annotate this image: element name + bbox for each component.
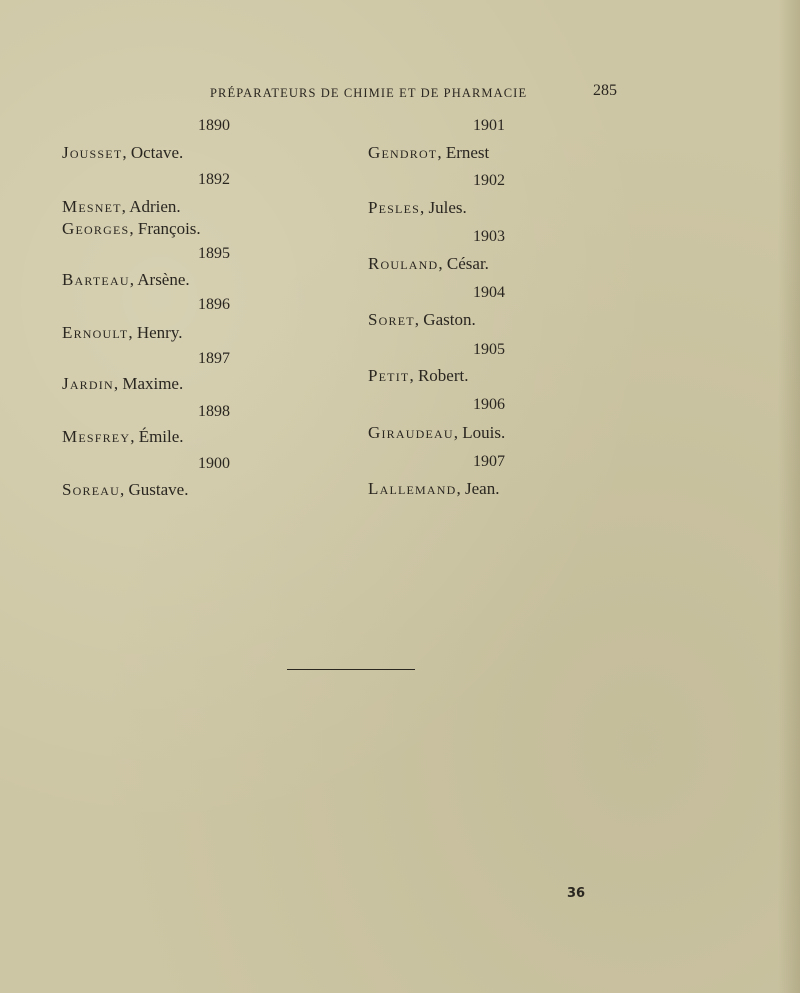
given-name: , Ernest [437, 143, 490, 162]
surname: Georges [62, 219, 130, 238]
name-entry [368, 423, 505, 443]
year-heading: 1897 [198, 350, 230, 367]
year-heading: 1904 [473, 284, 505, 301]
name-entry [368, 254, 489, 274]
name-entry [368, 479, 499, 499]
year-heading: 1898 [198, 403, 230, 420]
given-name: , Jules. [420, 198, 467, 217]
running-title: PRÉPARATEURS DE CHIMIE ET DE PHARMACIE [210, 86, 528, 100]
surname: Soreau [62, 480, 120, 499]
surname: Mesfrey [62, 427, 131, 446]
year-heading: 1900 [198, 455, 230, 472]
given-name: , Adrien. [121, 197, 181, 216]
given-name: , Gustave. [120, 480, 189, 499]
surname: Soret [368, 310, 415, 329]
given-name: , César. [438, 254, 489, 273]
year-heading: 1902 [473, 172, 505, 189]
given-name: , François. [129, 219, 201, 238]
year-heading: 1895 [198, 245, 230, 262]
given-name: , Louis. [453, 423, 506, 442]
given-name: , Jean. [456, 479, 500, 498]
surname: Pesles [368, 198, 420, 217]
surname: Mesnet [62, 197, 122, 216]
signature-mark: 36 [567, 886, 586, 901]
given-name: , Henry. [128, 323, 183, 342]
year-heading: 1907 [473, 453, 505, 470]
year-heading: 1906 [473, 396, 505, 413]
year-heading: 1896 [198, 296, 230, 313]
given-name: , Arsène. [129, 270, 190, 289]
name-entry [368, 198, 467, 218]
name-entry [368, 366, 468, 386]
given-name: , Gaston. [414, 310, 476, 329]
surname: Rouland [368, 254, 439, 273]
surname: Petit [368, 366, 410, 385]
surname: Lallemand [368, 479, 457, 498]
year-heading: 1901 [473, 117, 505, 134]
given-name: , Émile. [130, 427, 184, 446]
given-name: , Maxime. [113, 374, 184, 393]
year-heading: 1890 [198, 117, 230, 134]
surname: Gendrot [368, 143, 438, 162]
surname: Jousset [62, 143, 123, 162]
surname: Barteau [62, 270, 130, 289]
page-number: 285 [593, 82, 617, 99]
given-name: , Robert. [409, 366, 469, 385]
year-heading: 1905 [473, 341, 505, 358]
surname: Ernoult [62, 323, 129, 342]
year-heading: 1903 [473, 228, 505, 245]
surname: Giraudeau [368, 423, 454, 442]
given-name: , Octave. [122, 143, 184, 162]
name-entry [368, 143, 489, 163]
end-rule [287, 669, 415, 670]
name-entry [368, 310, 476, 330]
year-heading: 1892 [198, 171, 230, 188]
surname: Jardin [62, 374, 114, 393]
